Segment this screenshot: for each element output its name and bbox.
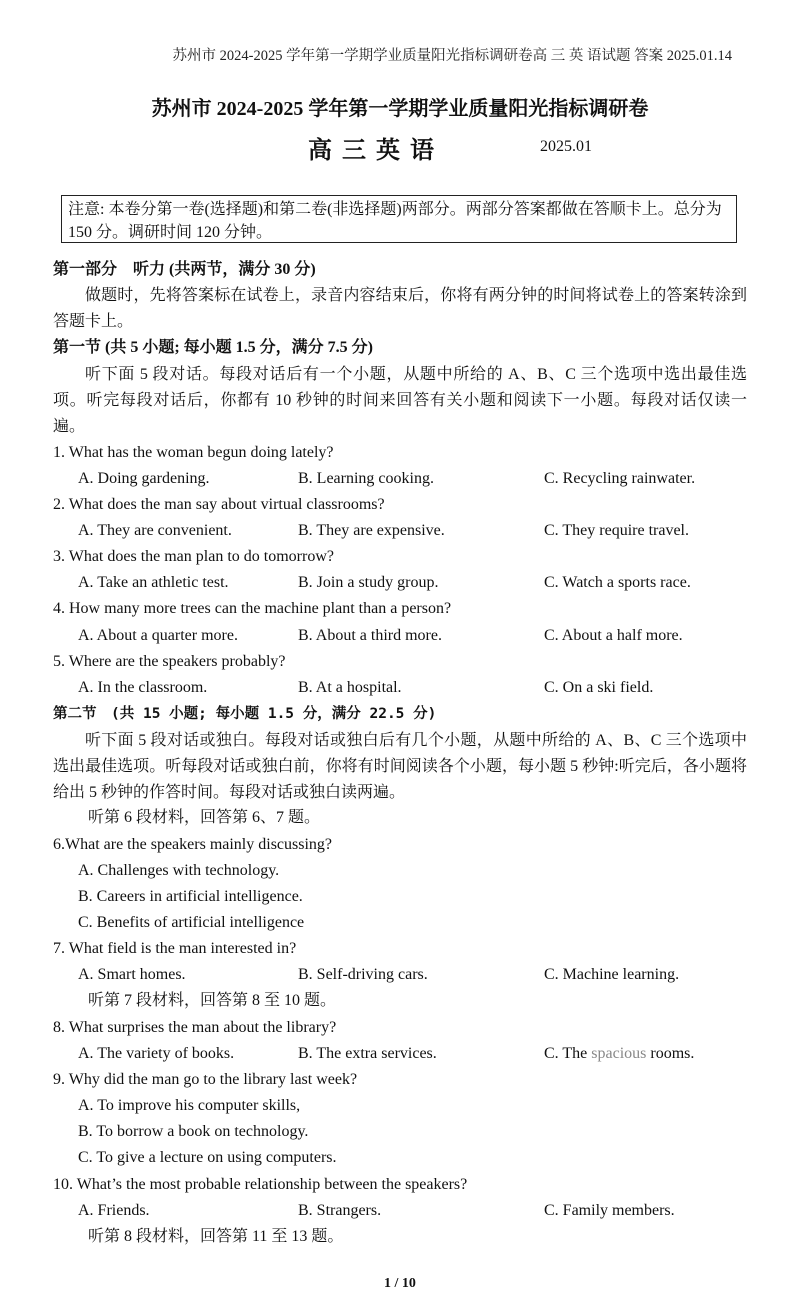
question-1: 1. What has the woman begun doing lately?	[53, 444, 334, 461]
q3-option-a: A. Take an athletic test.	[78, 574, 229, 591]
question-9: 9. Why did the man go to the library last week?	[53, 1071, 358, 1088]
question-4: 4. How many more trees can the machine plant than a person?	[53, 600, 452, 617]
question-10: 10. What’s the most probable relationship between the speakers?	[53, 1176, 468, 1193]
q6-option-c: C. Benefits of artificial intelligence	[78, 914, 305, 931]
q9-option-b: B. To borrow a book on technology.	[78, 1123, 309, 1140]
q1-option-a: A. Doing gardening.	[78, 470, 210, 487]
part1-instruction: 做题时，先将答案标在试卷上，录音内容结束后，你将有两分钟的时间将试卷上的答案转涂到答题卡上。	[53, 287, 747, 330]
notice-box: 注意: 本卷分第一卷(选择题)和第二卷(非选择题)两部分。两部分答案都做在答顺卡上。总分为 150 分。调研时间 120 分钟。	[61, 195, 737, 243]
section2-heading: 第二节 (共 15 小题; 每小题 1.5 分，满分 22.5 分)	[53, 706, 437, 722]
q10-option-b: B. Strangers.	[298, 1202, 382, 1219]
question-5: 5. Where are the speakers probably?	[53, 653, 286, 670]
question-6: 6.What are the speakers mainly discussing?	[53, 836, 333, 853]
material-6-label: 听第 6 段材料，回答第 6、7 题。	[88, 809, 321, 826]
exam-subject: 高三英语	[308, 138, 444, 164]
q7-option-c: C. Machine learning.	[544, 966, 680, 983]
section1-heading: 第一节 (共 5 小题; 每小题 1.5 分，满分 7.5 分)	[53, 339, 373, 356]
q2-option-a: A. They are convenient.	[78, 522, 232, 539]
q8-option-c	[544, 1043, 694, 1065]
part1-heading: 第一部分 听力 (共两节，满分 30 分)	[53, 261, 316, 278]
running-header: 苏州市 2024-2025 学年第一学期学业质量阳光指标调研卷高 三 英 语试题 答案 2025.01.14	[172, 48, 732, 64]
q2-option-c: C. They require travel.	[544, 522, 689, 539]
q3-option-c: C. Watch a sports race.	[544, 574, 691, 591]
q9-option-c: C. To give a lecture on using computers.	[78, 1149, 337, 1166]
question-8: 8. What surprises the man about the library?	[53, 1019, 337, 1036]
q7-option-b: B. Self-driving cars.	[298, 966, 428, 983]
exam-date: 2025.01	[540, 138, 592, 155]
q4-option-a: A. About a quarter more.	[78, 627, 238, 644]
q8-option-c-faded-word: spacious	[591, 1045, 647, 1062]
q5-option-b: B. At a hospital.	[298, 679, 402, 696]
question-3: 3. What does the man plan to do tomorrow?	[53, 548, 334, 565]
q3-option-b: B. Join a study group.	[298, 574, 439, 591]
section1-instruction: 听下面 5 段对话。每段对话后有一个小题，从题中所给的 A、B、C 三个选项中选出最佳选项。听完每段对话后，你都有 10 秒钟的时间来回答有关小题和阅读下一小题。每段对话仅读一遍。	[53, 366, 747, 435]
q1-option-c: C. Recycling rainwater.	[544, 470, 696, 487]
q8-option-c-prefix: C. The	[544, 1045, 592, 1062]
q9-option-a: A. To improve his computer skills,	[78, 1097, 301, 1114]
question-7: 7. What field is the man interested in?	[53, 940, 297, 957]
material-7-label: 听第 7 段材料，回答第 8 至 10 题。	[88, 992, 337, 1009]
q4-option-b: B. About a third more.	[298, 627, 442, 644]
section2-instruction: 听下面 5 段对话或独白。每段对话或独白后有几个小题，从题中所给的 A、B、C 三个选项中选出最佳选项。听每段对话或独白前，你将有时间阅读各个小题，每小题 5 秒钟:听完后，各小题将给出 5 秒钟的作答时间。每段对话或独白读两遍。	[53, 732, 747, 801]
q7-option-a: A. Smart homes.	[78, 966, 186, 983]
q10-option-c: C. Family members.	[544, 1202, 675, 1219]
q5-option-c: C. On a ski field.	[544, 679, 654, 696]
q6-option-a: A. Challenges with technology.	[78, 862, 280, 879]
material-8-label: 听第 8 段材料，回答第 11 至 13 题。	[88, 1228, 344, 1245]
q8-option-a: A. The variety of books.	[78, 1045, 235, 1062]
q8-option-c-suffix: rooms.	[646, 1045, 695, 1062]
q4-option-c: C. About a half more.	[544, 627, 683, 644]
q6-option-b: B. Careers in artificial intelligence.	[78, 888, 303, 905]
page-number: 1 / 10	[384, 1276, 416, 1291]
q5-option-a: A. In the classroom.	[78, 679, 208, 696]
q2-option-b: B. They are expensive.	[298, 522, 445, 539]
question-2: 2. What does the man say about virtual classrooms?	[53, 496, 385, 513]
q1-option-b: B. Learning cooking.	[298, 470, 434, 487]
exam-title: 苏州市 2024-2025 学年第一学期学业质量阳光指标调研卷	[151, 98, 649, 120]
q10-option-a: A. Friends.	[78, 1202, 150, 1219]
q8-option-b: B. The extra services.	[298, 1045, 437, 1062]
